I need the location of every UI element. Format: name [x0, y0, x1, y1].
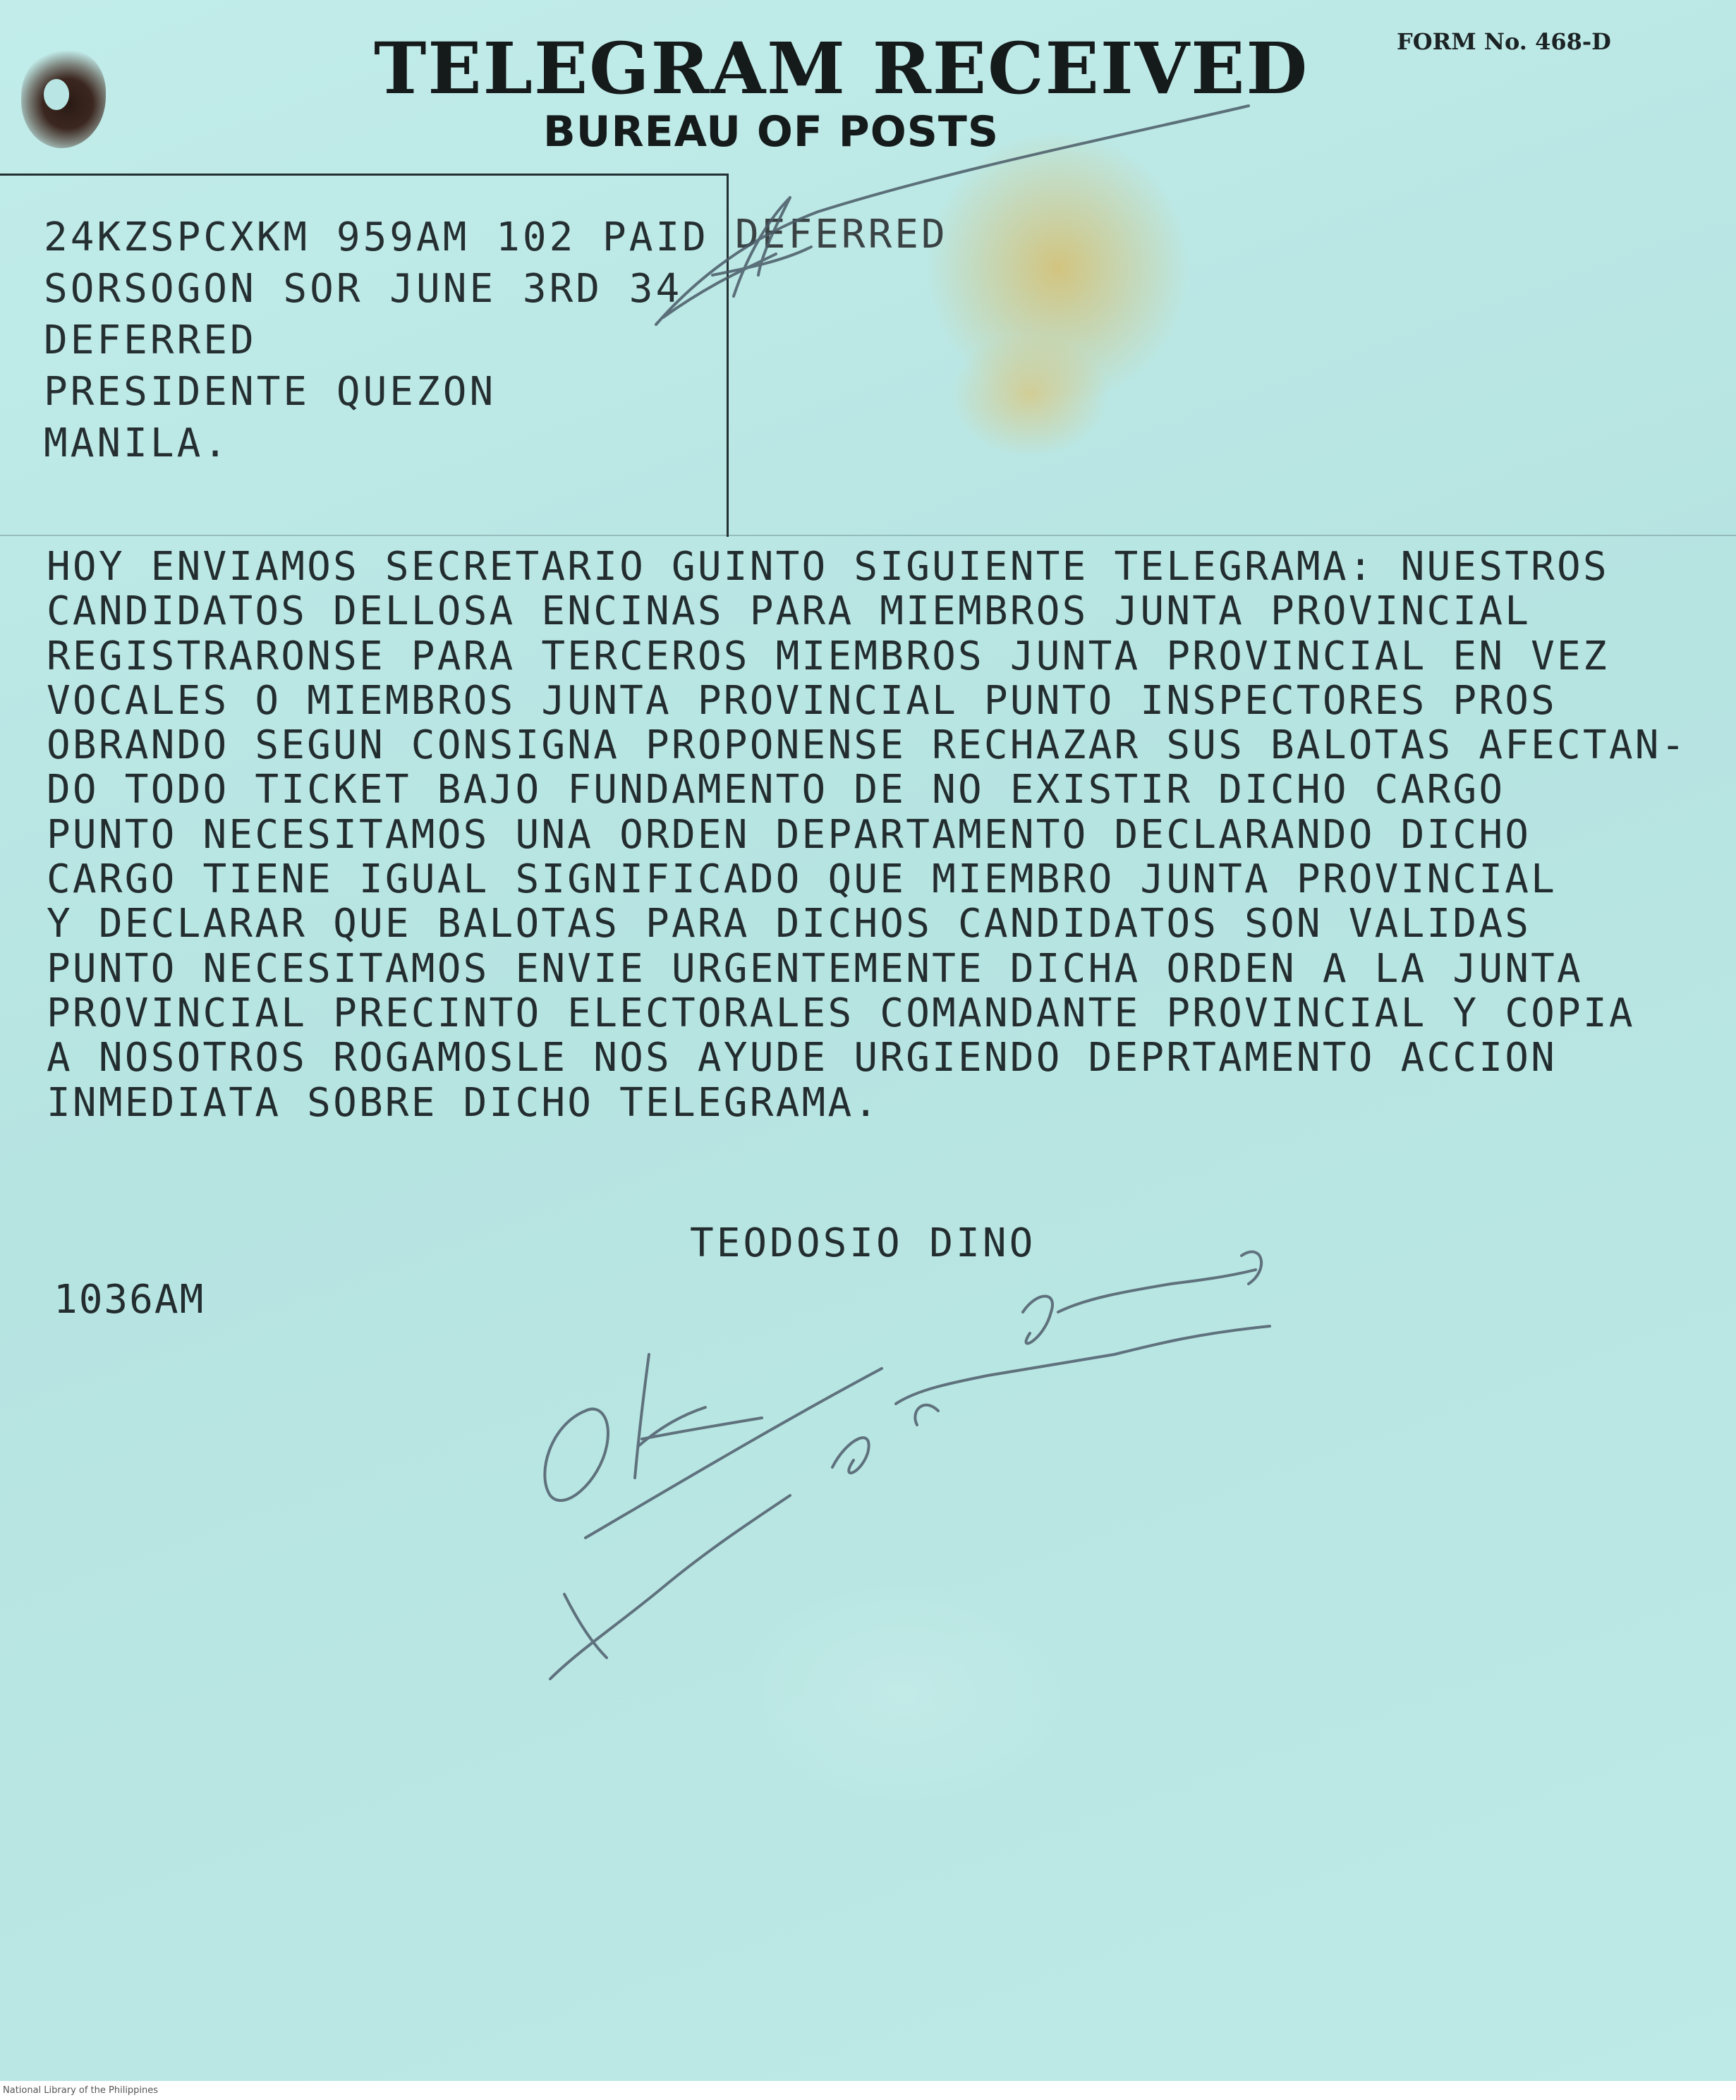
header-line-class: DEFERRED — [44, 317, 257, 363]
archive-footer — [0, 2081, 1736, 2100]
header-line-addressee: PRESIDENTE QUEZON — [44, 369, 497, 415]
message-line: DO TODO TICKET BAJO FUNDAMENTO DE NO EXISTIR DICHO CARGO — [47, 767, 1505, 813]
message-line: HOY ENVIAMOS SECRETARIO GUINTO SIGUIENTE TELEGRAMA: NUESTROS — [47, 544, 1609, 590]
archive-footer-text: National Library of the Philippines — [3, 2085, 159, 2096]
header-line-routing: 24KZSPCXKM 959AM 102 PAID — [44, 214, 709, 260]
sender-signature: TEODOSIO DINO — [690, 1220, 1036, 1266]
message-line: A NOSOTROS ROGAMOSLE NOS AYUDE URGIENDO DEPRTAMENTO ACCION — [47, 1035, 1558, 1081]
telegram-title: TELEGRAM RECEIVED — [374, 27, 1309, 110]
message-line: VOCALES O MIEMBROS JUNTA PROVINCIAL PUNTO INSPECTORES PROS — [47, 677, 1558, 724]
message-line: PUNTO NECESITAMOS ENVIE URGENTEMENTE DICHA ORDEN A LA JUNTA — [47, 945, 1583, 992]
message-line: PUNTO NECESITAMOS UNA ORDEN DEPARTAMENTO DECLARANDO DICHO — [47, 811, 1531, 858]
message-line: CARGO TIENE IGUAL SIGNIFICADO QUE MIEMBRO JUNTA PROVINCIAL — [47, 856, 1558, 903]
message-line: PROVINCIAL PRECINTO ELECTORALES COMANDANTE PROVINCIAL Y COPIA — [47, 990, 1635, 1036]
form-number: FORM No. 468-D — [1397, 28, 1611, 55]
message-line: CANDIDATOS DELLOSA ENCINAS PARA MIEMBROS JUNTA PROVINCIAL — [47, 588, 1531, 635]
deferred-stamp: DEFERRED — [735, 212, 948, 257]
header-line-destination: MANILA. — [44, 420, 231, 466]
message-line: Y DECLARAR QUE BALOTAS PARA DICHOS CANDIDATOS SON VALIDAS — [47, 901, 1531, 947]
bureau-subtitle: BUREAU OF POSTS — [543, 107, 1000, 157]
received-time: 1036AM — [54, 1277, 205, 1323]
header-line-origin-date: SORSOGON SOR JUNE 3RD 34 — [44, 266, 683, 312]
message-line: INMEDIATA SOBRE DICHO TELEGRAMA. — [47, 1079, 880, 1126]
message-line: REGISTRARONSE PARA TERCEROS MIEMBROS JUNTA PROVINCIAL EN VEZ — [47, 633, 1609, 679]
message-line: OBRANDO SEGUN CONSIGNA PROPONENSE RECHAZAR SUS BALOTAS AFECTAN- — [47, 722, 1687, 769]
